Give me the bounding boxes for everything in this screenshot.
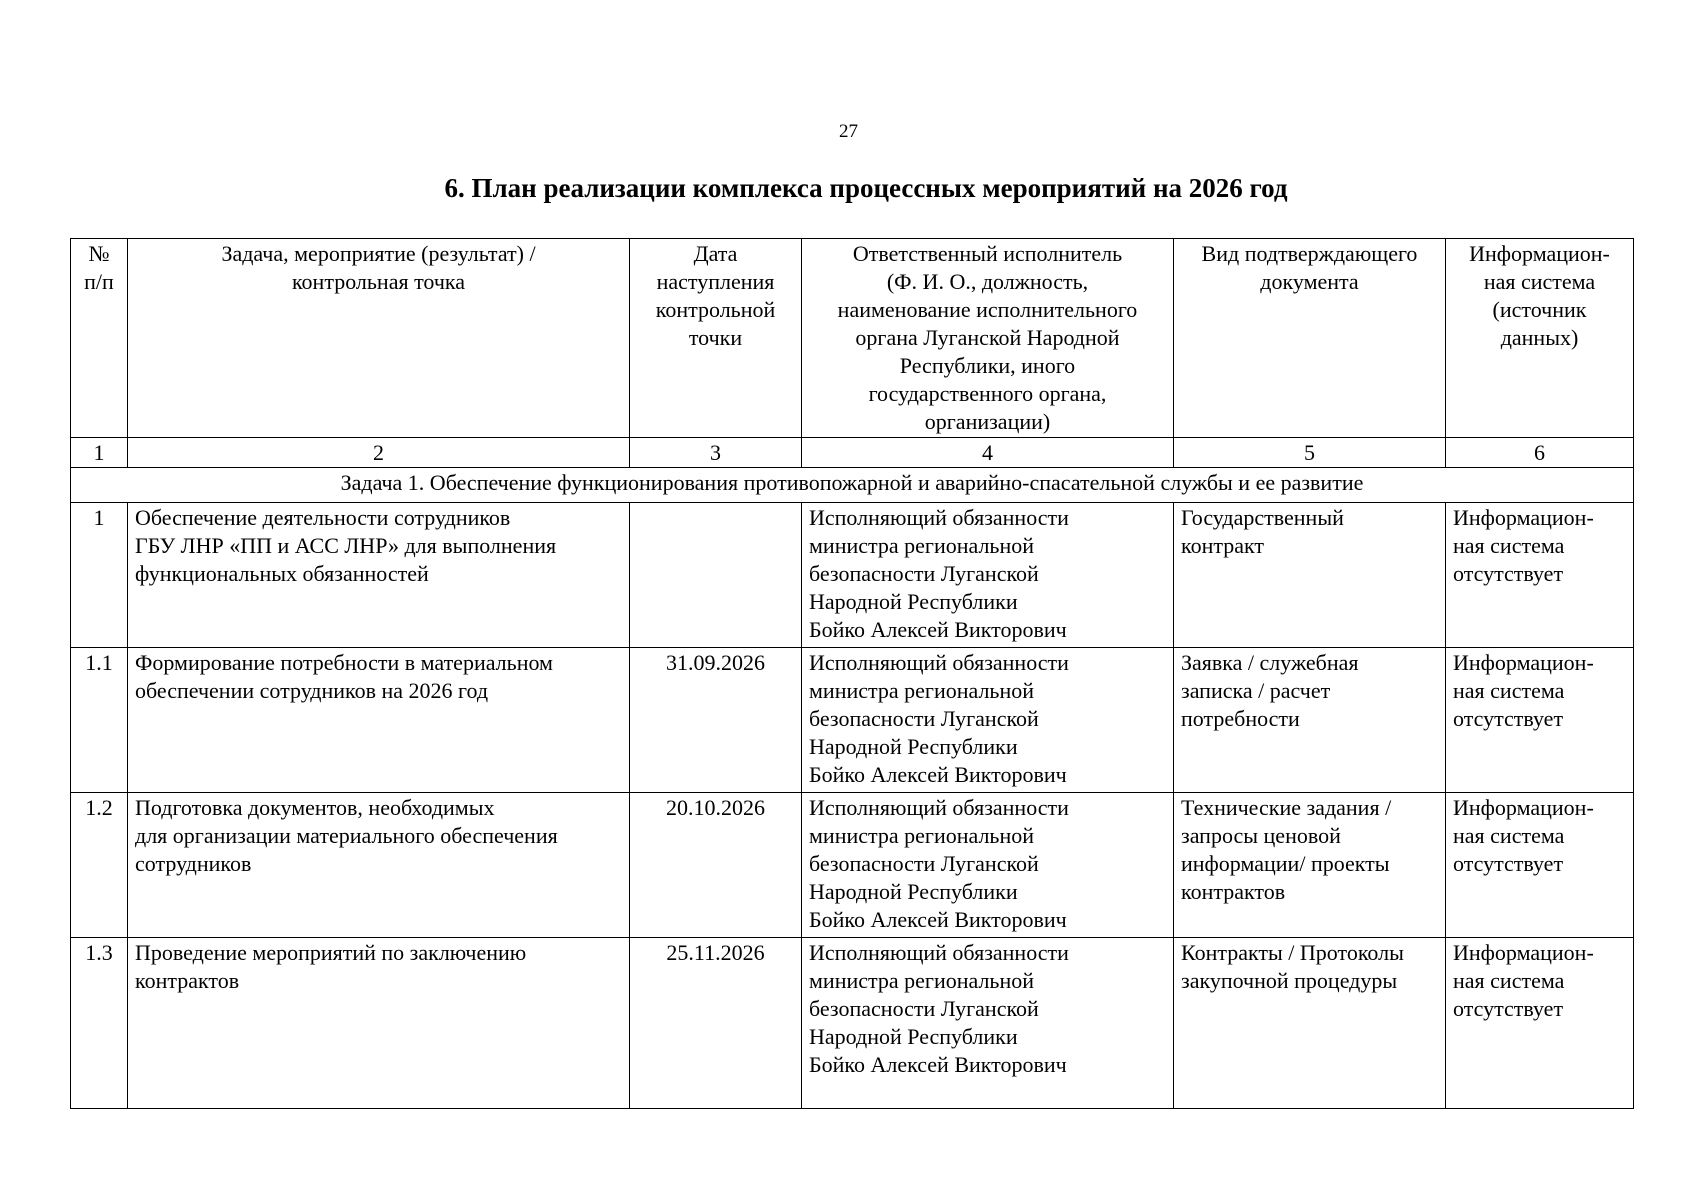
text-line: ная система	[1453, 533, 1565, 558]
text-line: безопасности Луганской	[809, 706, 1039, 731]
text-line: Технические задания /	[1181, 795, 1392, 820]
text-line: отсутствует	[1453, 851, 1564, 876]
text-line: №	[88, 241, 110, 266]
text-line: Бойко Алексей Викторович	[809, 762, 1067, 787]
row-number: 1	[71, 503, 128, 648]
text-line: Республики, иного	[899, 353, 1076, 378]
text-line: министра региональной	[809, 968, 1035, 993]
text-line: контрольной	[655, 297, 776, 322]
task-heading: Задача 1. Обеспечение функционирования противопожарной и аварийно-спасательной службы и ее развитие	[71, 468, 1634, 503]
text-line: Контракты / Протоколы	[1181, 940, 1404, 965]
text-line: контрактов	[135, 968, 240, 993]
row-system	[1446, 648, 1634, 793]
text-line: Народной Республики	[809, 879, 1018, 904]
table-row	[71, 503, 1634, 648]
text-line: обеспечении сотрудников на 2026 год	[135, 678, 489, 703]
text-line: для организации материального обеспечения	[135, 823, 558, 848]
text-line: контракт	[1181, 533, 1265, 558]
text-line: министра региональной	[809, 823, 1035, 848]
row-number: 1.2	[71, 793, 128, 938]
row-date: 25.11.2026	[630, 938, 802, 1109]
column-number-row	[71, 438, 1634, 468]
text-line: сотрудников	[135, 851, 252, 876]
table-row	[71, 793, 1634, 938]
text-line: данных)	[1500, 325, 1579, 350]
row-system	[1446, 793, 1634, 938]
text-line: Исполняющий обязанности	[809, 940, 1069, 965]
header-cell-date	[630, 239, 802, 438]
row-system	[1446, 503, 1634, 648]
row-date: 31.09.2026	[630, 648, 802, 793]
text-line: отсутствует	[1453, 706, 1564, 731]
column-number: 6	[1446, 438, 1634, 468]
text-line: Подготовка документов, необходимых	[135, 795, 495, 820]
text-line: ГБУ ЛНР «ПП и АСС ЛНР» для выполнения	[135, 533, 557, 558]
text-line: записка / расчет	[1181, 678, 1331, 703]
row-document	[1174, 938, 1446, 1109]
row-document	[1174, 503, 1446, 648]
text-line: отсутствует	[1453, 561, 1564, 586]
text-line: Народной Республики	[809, 734, 1018, 759]
text-line: Заявка / служебная	[1181, 650, 1359, 675]
row-executor	[802, 793, 1174, 938]
text-line: Информацион-	[1453, 795, 1594, 820]
text-line: Народной Республики	[809, 1024, 1018, 1049]
text-line: Информацион-	[1453, 505, 1594, 530]
header-cell-document	[1174, 239, 1446, 438]
row-date: 20.10.2026	[630, 793, 802, 938]
table-row	[71, 938, 1634, 1109]
text-line: точки	[688, 325, 743, 350]
text-line: (Ф. И. О., должность,	[886, 269, 1089, 294]
text-line: документа	[1260, 269, 1359, 294]
text-line: информации/ проекты	[1181, 851, 1390, 876]
text-line: Вид подтверждающего	[1201, 241, 1418, 266]
header-cell-executor	[802, 239, 1174, 438]
table-header-row	[71, 239, 1634, 438]
row-executor	[802, 648, 1174, 793]
text-line: отсутствует	[1453, 996, 1564, 1021]
text-line: безопасности Луганской	[809, 851, 1039, 876]
text-line: государственного органа,	[868, 381, 1107, 406]
text-line: Дата	[693, 241, 738, 266]
column-number: 4	[802, 438, 1174, 468]
column-number: 2	[128, 438, 630, 468]
text-line: потребности	[1181, 706, 1300, 731]
row-event	[128, 648, 630, 793]
text-line: функциональных обязанностей	[135, 561, 429, 586]
document-title: 6. План реализации комплекса процессных мероприятий на 2026 год	[444, 173, 1288, 203]
text-line: организации)	[924, 409, 1051, 434]
row-executor	[802, 503, 1174, 648]
row-number: 1.3	[71, 938, 128, 1109]
column-number: 1	[71, 438, 128, 468]
text-line: ная система	[1453, 823, 1565, 848]
text-line: Бойко Алексей Викторович	[809, 617, 1067, 642]
text-line: министра региональной	[809, 533, 1035, 558]
text-line: (источник	[1492, 297, 1587, 322]
text-line: Информацион-	[1469, 241, 1610, 266]
text-line: Ответственный исполнитель	[852, 241, 1123, 266]
column-number: 3	[630, 438, 802, 468]
text-line: контрольная точка	[291, 269, 466, 294]
text-line: Обеспечение деятельности сотрудников	[135, 505, 511, 530]
header-cell-event	[128, 239, 630, 438]
header-cell-number	[71, 239, 128, 438]
text-line: закупочной процедуры	[1181, 968, 1398, 993]
row-event	[128, 503, 630, 648]
text-line: ная система	[1453, 678, 1565, 703]
row-document	[1174, 793, 1446, 938]
row-executor	[802, 938, 1174, 1109]
text-line: наименование исполнительного	[837, 297, 1138, 322]
text-line: ная система	[1483, 269, 1596, 294]
text-line: запросы ценовой	[1181, 823, 1341, 848]
text-line: Бойко Алексей Викторович	[809, 907, 1067, 932]
text-line: Исполняющий обязанности	[809, 505, 1069, 530]
text-line: Информацион-	[1453, 940, 1594, 965]
text-line: Исполняющий обязанности	[809, 795, 1069, 820]
row-system	[1446, 938, 1634, 1109]
row-event	[128, 938, 630, 1109]
task-heading-row	[71, 468, 1634, 503]
text-line: Государственный	[1181, 505, 1344, 530]
text-line: безопасности Луганской	[809, 561, 1039, 586]
text-line: Проведение мероприятий по заключению	[135, 940, 527, 965]
text-line: органа Луганской Народной	[855, 325, 1120, 350]
table-row	[71, 648, 1634, 793]
row-number: 1.1	[71, 648, 128, 793]
text-line: ная система	[1453, 968, 1565, 993]
text-line: Формирование потребности в материальном	[135, 650, 553, 675]
text-line: Исполняющий обязанности	[809, 650, 1069, 675]
row-document	[1174, 648, 1446, 793]
column-number: 5	[1174, 438, 1446, 468]
text-line: Бойко Алексей Викторович	[809, 1052, 1067, 1077]
header-cell-system	[1446, 239, 1634, 438]
text-line: безопасности Луганской	[809, 996, 1039, 1021]
row-date	[630, 503, 802, 648]
text-line: Информацион-	[1453, 650, 1594, 675]
text-line: Народной Республики	[809, 589, 1018, 614]
text-line: Задача, мероприятие (результат) /	[221, 241, 536, 266]
plan-table	[70, 238, 1634, 1109]
text-line: контрактов	[1181, 879, 1286, 904]
text-line: п/п	[84, 269, 114, 294]
text-line: министра региональной	[809, 678, 1035, 703]
text-line: наступления	[656, 269, 775, 294]
page-number: 27	[839, 121, 858, 142]
row-event	[128, 793, 630, 938]
